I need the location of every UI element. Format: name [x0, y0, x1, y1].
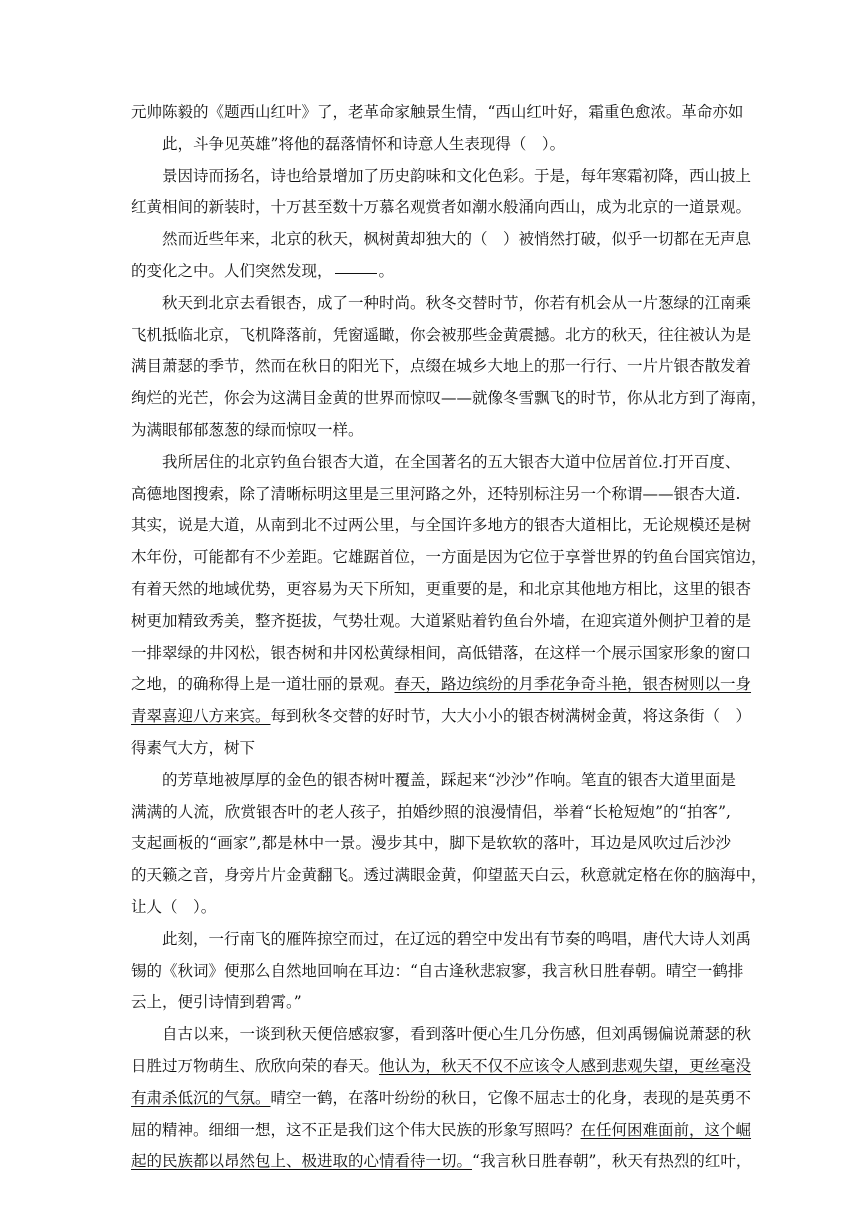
text-line — [131, 256, 731, 288]
text-line: 云上，便引诗情到碧霄。” — [131, 993, 302, 1012]
underlined-sentence: 在任何困难面前，这个崛 — [580, 1120, 752, 1139]
text-line — [131, 669, 752, 701]
text-line: 为满眼郁郁葱葱的绿而惊叹一样。 — [131, 420, 364, 439]
text-line: 此，斗争见英雄”将他的磊落情怀和诗意人生表现得（ ）。 — [162, 134, 566, 153]
text-line: 的天籁之音，身旁片片金黄翻飞。透过满眼金黄，仰望蓝天白云，秋意就定格在你的脑海中， — [131, 866, 767, 885]
text-line: 红黄相间的新装时，十万甚至数十万慕名观赏者如潮水般涌向西山，成为北京的一道景观。 — [131, 198, 752, 217]
text-line: 然而近些年来，北京的秋天，枫树黄却独大的（ ）被悄然打破，似乎一切都在无声息 — [162, 230, 752, 249]
text-segment: “我言秋日胜春朝”，秋天有热烈的红叶， — [472, 1152, 752, 1171]
text-segment: 每到秋冬交替的好时节，大大小小的银杏树满树金黄，将这条街（ ） — [270, 707, 752, 726]
text-line: 一排翠绿的井冈松，银杏树和井冈松黄绿相间，高低错落，在这样一个展示国家形象的窗口 — [131, 643, 752, 662]
text-line — [131, 1115, 752, 1147]
text-line: 让人（ ）。 — [131, 897, 217, 916]
text-line: 元帅陈毅的《题西山红叶》了，老革命家触景生情，“西山红叶好，霜重色愈浓。革命亦如 — [131, 103, 744, 121]
text-segment: 晴空一鹤，在落叶纷纷的秋日，它像不屈志士的化身，表现的是英勇不 — [270, 1088, 752, 1107]
text-line: 此刻，一行南飞的雁阵掠空而过，在辽远的碧空中发出有节奏的鸣唱，唐代大诗人刘禹 — [162, 929, 752, 948]
text-line: 有着天然的地域优势，更容易为天下所知，更重要的是，和北京其他地方相比，这里的银杏 — [131, 579, 752, 598]
text-line — [131, 701, 752, 733]
underlined-sentence: 青翠喜迎八方来宾。 — [131, 707, 271, 726]
text-line: 树更加精致秀美，整齐挺拔，气势壮观。大道紧贴着钓鱼台外墙，在迎宾道外侧护卫着的是 — [131, 611, 752, 630]
underlined-sentence: 有肃杀低沉的气氛。 — [131, 1088, 271, 1107]
text-line: 木年份，可能都有不少差距。它雄踞首位，一方面是因为它位于享誉世界的钓鱼台国宾馆边， — [131, 548, 767, 567]
underlined-sentence: 春天，路边缤纷的月季花争奇斗艳，银杏树则以一身 — [394, 675, 752, 694]
text-segment: 日胜过万物萌生、欣欣向荣的春天。 — [131, 1056, 380, 1075]
text-line: 自古以来，一谈到秋天便倍感寂寥，看到落叶便心生几分伤感，但刘禹锡偏说萧瑟的秋 — [162, 1025, 752, 1044]
text-line: 锡的《秋词》便那么自然地回响在耳边：“自古逢秋悲寂寥，我言秋日胜春朝。晴空一鹤排 — [131, 961, 744, 980]
text-line: 满满的人流，欣赏银杏叶的老人孩子，拍婚纱照的浪漫情侣，举着“长枪短炮”的“拍客”, — [131, 802, 731, 821]
text-line: 绚烂的光芒，你会为这满目金黄的世界而惊叹——就像冬雪飘飞的时节，你从北方到了海南， — [131, 389, 767, 408]
text-segment: 。 — [378, 261, 395, 280]
text-segment: 之地，的确称得上是一道壮丽的景观。 — [131, 675, 395, 694]
text-line — [131, 1083, 752, 1115]
text-line: 的芳草地被厚厚的金色的银杏树叶覆盖，踩起来“沙沙”作响。笔直的银杏大道里面是 — [162, 770, 736, 789]
text-line: 得素气大方，树下 — [131, 738, 256, 757]
text-line: 支起画板的“画家”,都是林中一景。漫步其中，脚下是软软的落叶，耳边是风吹过后沙沙 — [131, 834, 731, 853]
text-line: 飞机抵临北京，飞机降落前，凭窗遥瞰，你会被那些金黄震撼。北方的秋天，往往被认为是 — [131, 325, 752, 344]
fill-in-blank — [335, 272, 377, 274]
text-line: 高德地图搜索，除了清晰标明这里是三里河路之外，还特别标注另一个称谓——银杏大道. — [131, 484, 741, 503]
text-segment: 的变化之中。人们突然发现， — [131, 261, 333, 280]
text-line — [131, 1146, 752, 1178]
text-line — [131, 1051, 752, 1083]
text-line: 我所居住的北京钓鱼台银杏大道，在全国著名的五大银杏大道中位居首位.打开百度、 — [162, 452, 741, 471]
document-page — [131, 97, 767, 1178]
underlined-sentence: 他认为，秋天不仅不应该令人感到悲观失望，更丝毫没 — [379, 1056, 752, 1075]
text-line: 秋天到北京去看银杏，成了一种时尚。秋冬交替时节，你若有机会从一片葱绿的江南乘 — [162, 293, 752, 312]
text-line: 其实，说是大道，从南到北不过两公里，与全国许多地方的银杏大道相比，无论规模还是树 — [131, 516, 752, 535]
text-line: 满目萧瑟的季节，然而在秋日的阳光下，点缀在城乡大地上的那一行行、一片片银杏散发着 — [131, 357, 752, 376]
underlined-sentence: 起的民族都以昂然包上、极进取的心情看待一切。 — [131, 1152, 473, 1171]
text-line: 景因诗而扬名，诗也给景增加了历史韵味和文化色彩。于是，每年寒霜初降，西山披上 — [162, 166, 752, 185]
text-segment: 屈的精神。细细一想，这不正是我们这个伟大民族的形象写照吗？ — [131, 1120, 581, 1139]
